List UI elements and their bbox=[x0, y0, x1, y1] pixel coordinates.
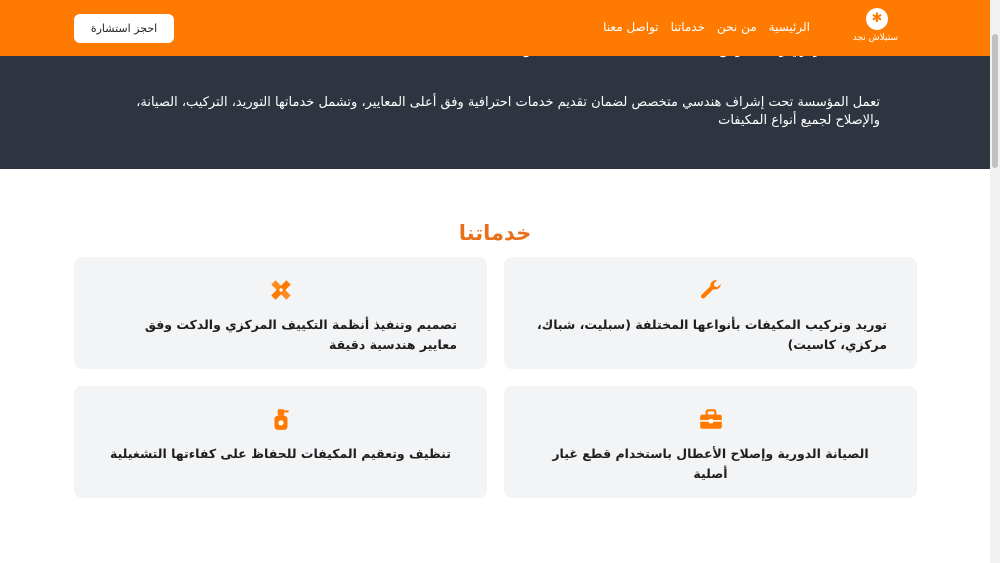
service-card-cleaning bbox=[74, 386, 487, 498]
service-text: الصيانة الدورية وإصلاح الأعطال باستخدام قطع غيار أصلية bbox=[552, 446, 869, 481]
services-title: خدماتنا bbox=[458, 221, 532, 246]
nav-services[interactable]: خدماتنا bbox=[670, 20, 706, 34]
logo-text: ستيلاش نجد bbox=[852, 33, 898, 43]
nav-home[interactable]: الرئيسية bbox=[768, 20, 810, 34]
scrollbar-thumb[interactable] bbox=[992, 34, 998, 168]
toolbox-icon bbox=[698, 406, 724, 432]
pencil-ruler-icon bbox=[268, 277, 294, 303]
about-paragraph-2: تعمل المؤسسة تحت إشراف هندسي متخصص لضمان تقديم خدمات احترافية وفق أعلى المعايير، وتشمل خدماتها التوريد، التركيب، الصيانة، والإصلاح لجميع أنواع المكيفات bbox=[136, 95, 880, 128]
service-card-design bbox=[74, 257, 487, 369]
logo-icon: ✱ bbox=[866, 8, 888, 30]
service-text: تنظيف وتعقيم المكيفات للحفاظ على كفاءتها التشغيلية bbox=[110, 446, 451, 461]
spray-bottle-icon bbox=[268, 406, 294, 432]
service-card-supply-install bbox=[504, 257, 917, 369]
nav-about[interactable]: من نحن bbox=[717, 20, 757, 34]
service-text: تصميم وتنفيذ أنظمة التكييف المركزي والدكت وفق معايير هندسية دقيقة bbox=[144, 317, 457, 352]
wrench-icon bbox=[698, 277, 724, 303]
book-consultation-button[interactable]: احجز استشارة bbox=[74, 14, 174, 43]
top-navbar bbox=[0, 0, 990, 56]
service-card-maintenance bbox=[504, 386, 917, 498]
service-text: توريد وتركيب المكيفات بأنواعها المختلفة (سبليت، شباك، مركزي، كاسيت) bbox=[537, 317, 887, 352]
logo[interactable] bbox=[850, 6, 902, 50]
page-scrollbar[interactable] bbox=[990, 0, 1000, 563]
main-nav bbox=[603, 20, 810, 34]
nav-contact[interactable]: تواصل معنا bbox=[603, 20, 659, 34]
